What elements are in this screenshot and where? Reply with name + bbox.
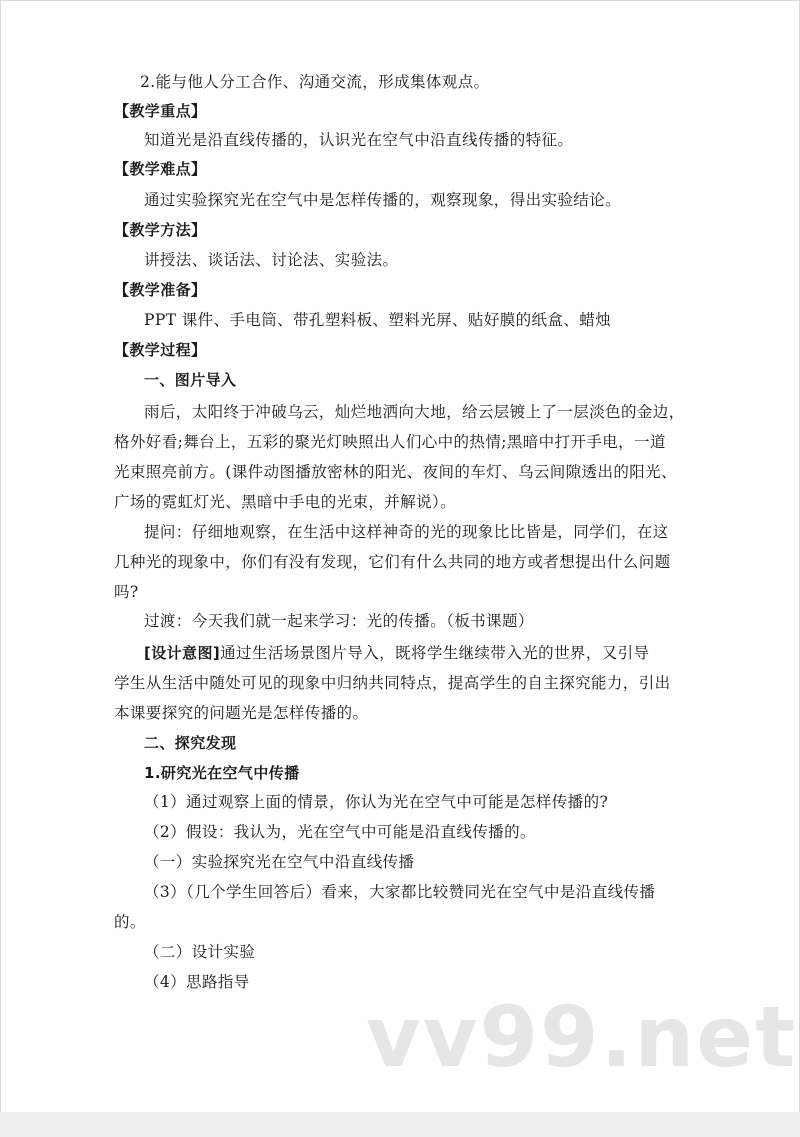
teaching-method-text: 讲授法、谈话法、讨论法、实验法。 xyxy=(144,251,399,269)
heading-teaching-difficulty: 【教学难点】 xyxy=(114,160,207,178)
page-bottom-edge xyxy=(0,1112,800,1137)
teaching-focus-text: 知道光是沿直线传播的，认识光在空气中沿直线传播的特征。 xyxy=(144,131,574,149)
paragraph-line: 几种光的现象中，你们有没有发现，它们有什么共同的地方或者想提出什么问题 xyxy=(114,553,671,571)
design-intent-line xyxy=(144,643,649,663)
paragraph-line: 学生从生活中随处可见的现象中归纳共同特点，提高学生的自主探究能力，引出 xyxy=(114,674,671,692)
heading-teaching-method: 【教学方法】 xyxy=(114,221,207,239)
section-title-exploration: 二、探究发现 xyxy=(144,734,237,752)
design-intent-label: [设计意图] xyxy=(144,644,221,662)
section-title-picture-intro: 一、图片导入 xyxy=(144,371,237,389)
heading-teaching-prep: 【教学准备】 xyxy=(114,281,207,299)
list-item: （4）思路指导 xyxy=(144,973,250,991)
site-watermark: vv99.net xyxy=(366,988,798,1086)
design-intent-text: 通过生活场景图片导入，既将学生继续带入光的世界，又引导 xyxy=(220,644,650,662)
list-item: （一）实验探究光在空气中沿直线传播 xyxy=(144,853,415,871)
objective-line: 2.能与他人分工合作、沟通交流，形成集体观点。 xyxy=(140,73,490,91)
heading-teaching-process: 【教学过程】 xyxy=(114,341,207,359)
list-item: （1）通过观察上面的情景，你认为光在空气中可能是怎样传播的? xyxy=(144,793,609,811)
list-item: （3）（几个学生回答后）看来，大家都比较赞同光在空气中是沿直线传播 xyxy=(144,883,656,901)
transition-line: 过渡：今天我们就一起来学习：光的传播。（板书课题） xyxy=(144,612,534,630)
paragraph-line: 本课要探究的问题光是怎样传播的。 xyxy=(114,704,369,722)
paragraph-line: 光束照亮前方。(课件动图播放密林的阳光、夜间的车灯、乌云间隙透出的阳光、 xyxy=(114,463,677,481)
paragraph-line: 广场的霓虹灯光、黑暗中手电的光束，并解说）。 xyxy=(114,493,457,511)
heading-teaching-focus: 【教学重点】 xyxy=(114,102,207,120)
paragraph-line: 格外好看;舞台上，五彩的聚光灯映照出人们心中的热情;黑暗中打开手电，一道 xyxy=(114,433,666,451)
list-item-continued: 的。 xyxy=(114,913,146,931)
subsection-title: 1.研究光在空气中传播 xyxy=(144,764,300,782)
list-item: （二）设计实验 xyxy=(144,943,256,961)
paragraph-line: 雨后，太阳终于冲破乌云，灿烂地洒向大地，给云层镀上了一层淡色的金边， xyxy=(144,403,685,421)
paragraph-line: 提问：仔细地观察，在生活中这样神奇的光的现象比比皆是，同学们，在这 xyxy=(144,523,669,541)
teaching-prep-text: PPT 课件、手电筒、带孔塑料板、塑料光屏、贴好膜的纸盒、蜡烛 xyxy=(144,311,612,329)
list-item: （2）假设：我认为，光在空气中可能是沿直线传播的。 xyxy=(144,823,536,841)
teaching-difficulty-text: 通过实验探究光在空气中是怎样传播的，观察现象，得出实验结论。 xyxy=(144,191,622,209)
paragraph-line: 吗? xyxy=(114,583,139,601)
